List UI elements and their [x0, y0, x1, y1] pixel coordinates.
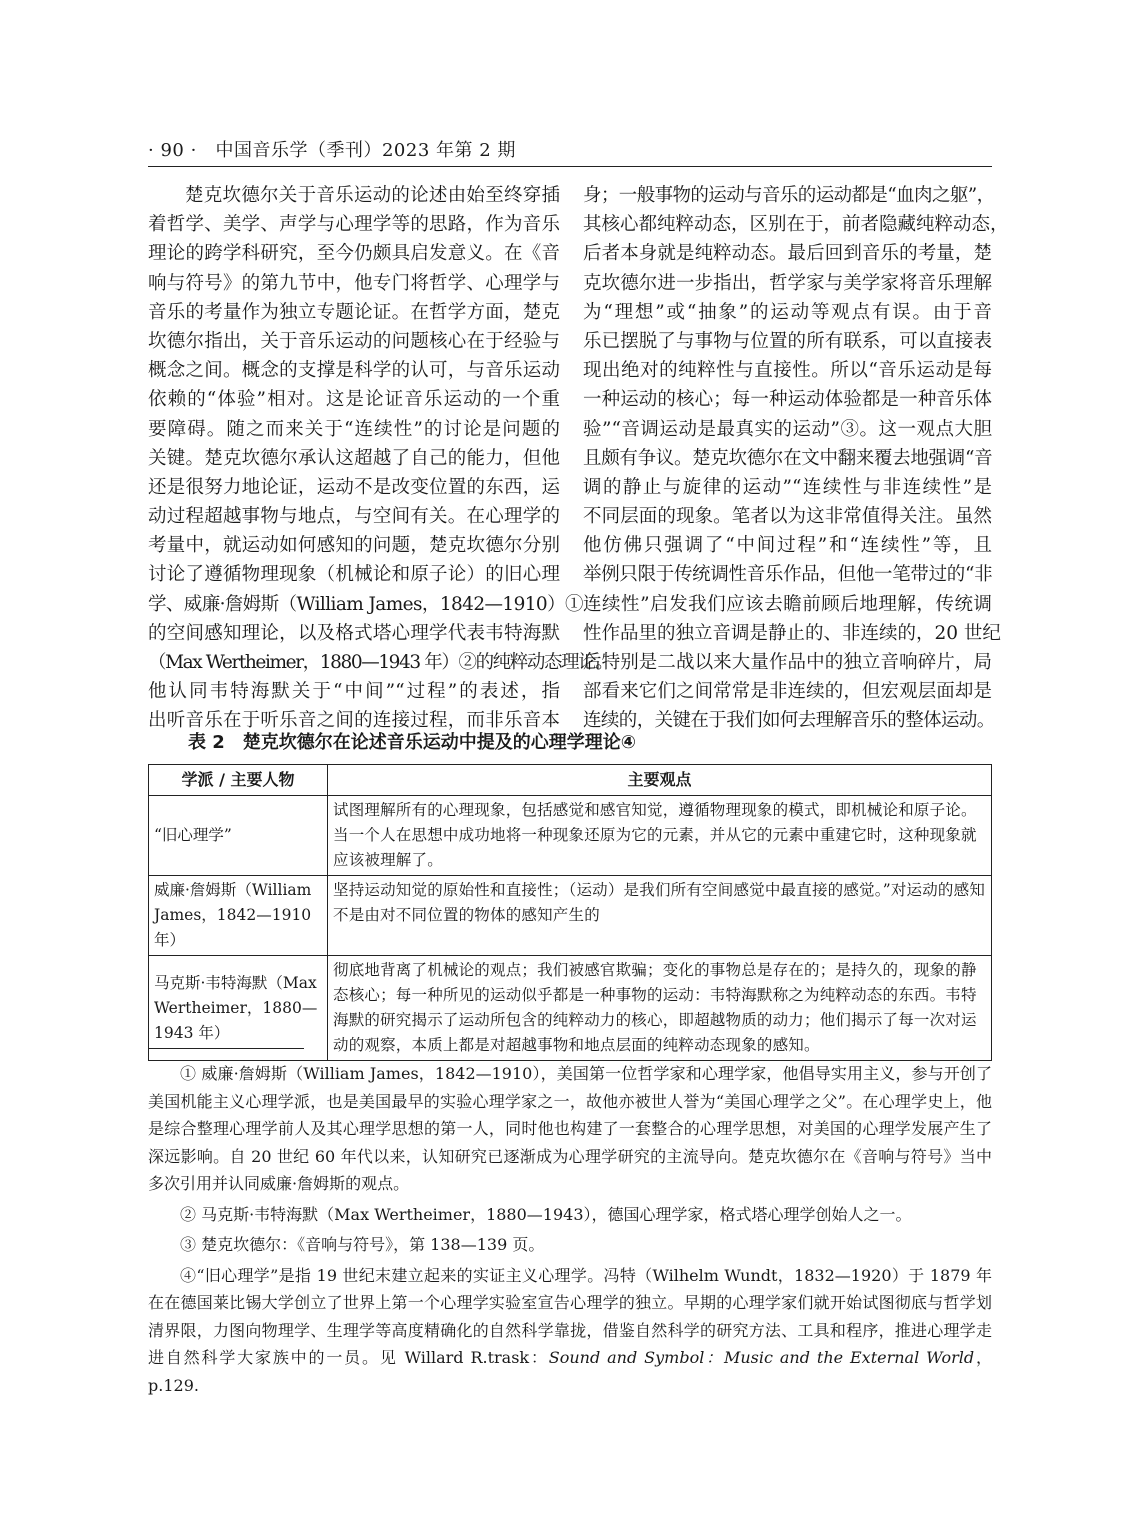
body-line: 一种运动的核心；每一种运动体验都是一种音乐体 — [583, 389, 992, 411]
body-line: 验”“音调运动是最真实的运动”③。这一观点大胆 — [583, 418, 992, 440]
body-line: 部看来它们之间常常是非连续的，但宏观层面却是 — [583, 681, 992, 703]
body-line: 还是很努力地论证，运动不是改变位置的东西，运 — [148, 476, 560, 498]
footnote-4-page: ，p.129. — [148, 1348, 992, 1395]
body-line: 考量中，就运动如何感知的问题，楚克坎德尔分别 — [148, 535, 560, 557]
body-line: 后者本身就是纯粹动态。最后回到音乐的考量，楚 — [583, 243, 992, 265]
body-line: 连续性”启发我们应该去瞻前顾后地理解，传统调 — [583, 593, 992, 615]
body-line: 他仿佛只强调了“中间过程”和“连续性”等，且 — [583, 535, 992, 557]
footnote-3: ③ 楚克坎德尔：《音响与符号》，第 138—139 页。 — [180, 1235, 545, 1254]
running-header — [148, 138, 992, 168]
footnote-4-text: ④“旧心理学”是指 19 世纪末建立起来的实证主义心理学。冯特（Wilhelm Wundt，1832—1920）于 1879 年在在德国莱比锡大学创立了世界上第一个心理学实验室宣告心理学的独立。早期的心理学家们就开始试图彻底与哲学划清界限，力图向物理学、生理学等高度精确化的自然科学靠拢，借鉴自然科学的研究方法、工具和程序，推进心理学走进自然科学大家族中的一员。见 Willard R.trask： — [148, 1265, 992, 1367]
body-line: 出听音乐在于听乐音之间的连接过程，而非乐音本 — [148, 710, 560, 732]
body-line: 乐已摆脱了与事物与位置的所有联系，可以直接表 — [583, 330, 992, 352]
body-line: 动过程超越事物与地点，与空间有关。在心理学的 — [148, 506, 560, 528]
header-view: 主要观点 — [328, 765, 992, 796]
table-row — [149, 956, 992, 1061]
footnote-rule — [148, 1048, 304, 1049]
header-rule — [148, 166, 992, 167]
body-line: 后特别是二战以来大量作品中的独立音响碎片，局 — [583, 652, 992, 673]
school-cell: 威廉·詹姆斯（William James，1842—1910 年） — [149, 876, 328, 956]
body-line: 概念之间。概念的支撑是科学的认可，与音乐运动 — [148, 360, 560, 382]
view-cell: 坚持运动知觉的原始性和直接性；（运动）是我们所有空间感觉中最直接的感觉。”对运动的感知不是由对不同位置的物体的感知产生的 — [328, 876, 992, 956]
body-line: 着哲学、美学、声学与心理学等的思路，作为音乐 — [148, 214, 560, 236]
footnote-1: ① 威廉·詹姆斯（William James，1842—1910），美国第一位哲学家和心理学家，他倡导实用主义，参与开创了美国机能主义心理学派，也是美国最早的实验心理学家之一，故他亦被世人誉为“美国心理学之父”。在心理学史上，他是综合整理心理学前人及其心理学思想的第一人，同时他也构建了一套整合的心理学思想，对美国的心理学发展产生了深远影响。自 20 世纪 60 年代以来，认知研究已逐渐成为心理学研究的主流导向。楚克坎德尔在《音响与符号》当中多次引用并认同威廉·詹姆斯的观点。 — [148, 1064, 992, 1193]
table-caption: 表 2 楚克坎德尔在论述音乐运动中提及的心理学理论④ — [188, 732, 637, 753]
body-line: 举例只限于传统调性音乐作品，但他一笔带过的“非 — [583, 564, 992, 586]
body-line: 现出绝对的纯粹性与直接性。所以“音乐运动是每 — [583, 360, 992, 382]
body-column-left — [148, 181, 613, 736]
body-line: 不同层面的现象。笔者以为这非常值得关注。虽然 — [583, 506, 992, 528]
body-line: （Max Wertheimer，1880—1943 年）②的纯粹动态理论。 — [148, 652, 613, 673]
body-line: 连续的，关键在于我们如何去理解音乐的整体运动。 — [583, 710, 995, 732]
view-cell: 试图理解所有的心理现象，包括感觉和感官知觉，遵循物理现象的模式，即机械论和原子论。当一个人在思想中成功地将一种现象还原为它的元素，并从它的元素中重建它时，这种现象就应该被理解了。 — [328, 796, 992, 876]
footnotes — [148, 1060, 992, 1402]
view-cell: 彻底地背离了机械论的观点；我们被感官欺骗；变化的事物总是存在的；是持久的，现象的静态核心；每一种所见的运动似乎都是一种事物的运动：韦特海默称之为纯粹动态的东西。韦特海默的研究揭示了运动所包含的纯粹动力的核心，即超越物质的动力；他们揭示了每一次对运动的观察，本质上都是对超越事物和地点层面的纯粹动态现象的感知。 — [328, 956, 992, 1061]
journal-title: 中国音乐学（季刊）2023 年第 2 期 — [215, 140, 516, 161]
footnote-2: ② 马克斯·韦特海默（Max Wertheimer，1880—1943），德国心理学家，格式塔心理学创始人之一。 — [180, 1204, 912, 1224]
body-line: 克坎德尔进一步指出，哲学家与美学家将音乐理解 — [583, 272, 992, 294]
body-line: 他认同韦特海默关于“中间”“过程”的表述，指 — [148, 681, 560, 703]
body-column-right — [583, 181, 1009, 736]
body-line: 性作品里的独立音调是静止的、非连续的，20 世纪 — [583, 622, 1001, 644]
school-cell: 马克斯·韦特海默（Max Wertheimer，1880—1943 年） — [149, 956, 328, 1061]
footnote-4-book-title: Sound and Symbol：Music and the External World — [548, 1348, 975, 1367]
table-row — [149, 876, 992, 956]
school-cell: “旧心理学” — [149, 796, 328, 876]
table-row — [149, 796, 992, 876]
body-line: 学、威廉·詹姆斯（William James，1842—1910）① — [148, 593, 583, 615]
body-line: 坎德尔指出，关于音乐运动的问题核心在于经验与 — [148, 330, 560, 352]
body-line: 依赖的“体验”相对。这是论证音乐运动的一个重 — [148, 389, 560, 411]
body-line: 为“理想”或“抽象”的运动等观点有误。由于音 — [583, 301, 992, 323]
psychology-theory-table — [148, 764, 992, 1061]
body-line: 其核心都纯粹动态，区别在于，前者隐藏纯粹动态， — [583, 214, 1009, 236]
body-line: 音乐的考量作为独立专题论证。在哲学方面，楚克 — [148, 301, 560, 323]
body-line: 调的静止与旋律的运动”“连续性与非连续性”是 — [583, 476, 992, 498]
body-line: 且颇有争议。楚克坎德尔在文中翻来覆去地强调“音 — [583, 447, 992, 469]
body-line: 关键。楚克坎德尔承认这超越了自己的能力，但他 — [148, 447, 560, 469]
footnote-4 — [148, 1262, 992, 1400]
body-line: 理论的跨学科研究，至今仍颇具启发意义。在《音 — [148, 243, 560, 265]
body-line: 要障碍。随之而来关于“连续性”的讨论是问题的 — [148, 418, 560, 440]
body-line: 讨论了遵循物理现象（机械论和原子论）的旧心理 — [148, 564, 560, 586]
body-line: 的空间感知理论，以及格式塔心理学代表韦特海默 — [148, 622, 560, 644]
body-line: 身；一般事物的运动与音乐的运动都是“血肉之躯”， — [583, 185, 995, 206]
table-header-row — [149, 765, 992, 796]
body-line: 楚克坎德尔关于音乐运动的论述由始至终穿插 — [185, 185, 560, 206]
body-line: 响与符号》的第九节中，他专门将哲学、心理学与 — [148, 272, 560, 294]
page-number: · 90 · — [148, 140, 197, 161]
header-school: 学派 / 主要人物 — [149, 765, 328, 796]
